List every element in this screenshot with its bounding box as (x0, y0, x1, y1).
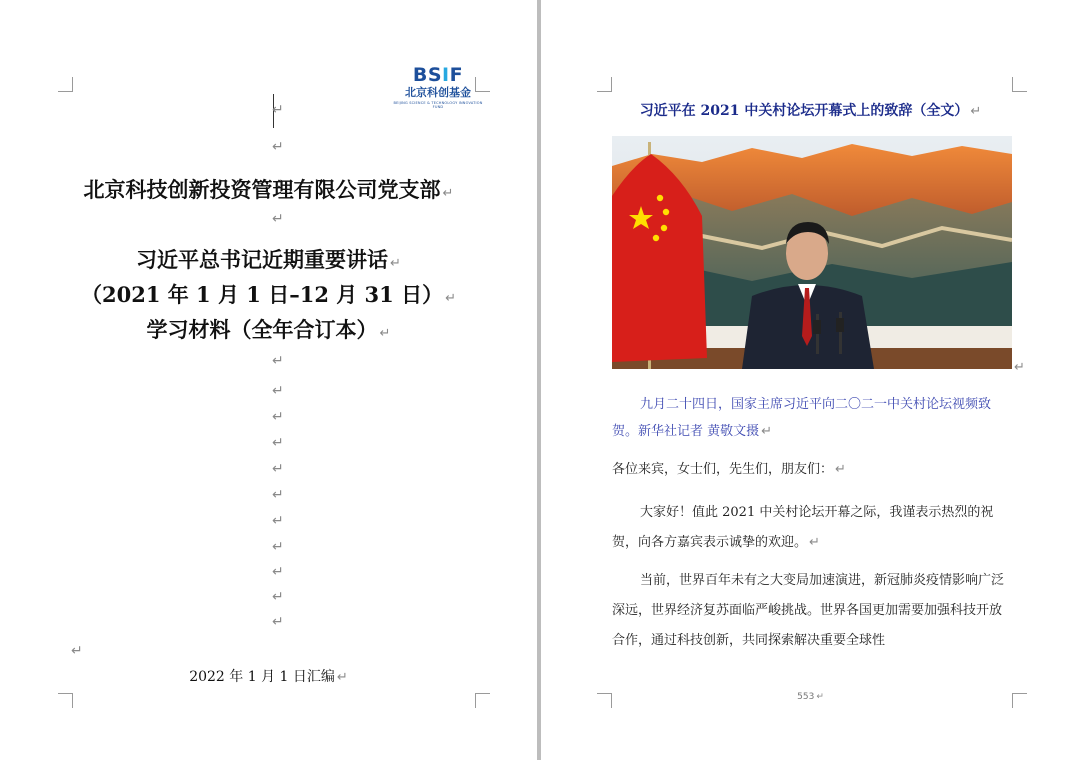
document-page-right (541, 0, 1080, 760)
paragraph-mark: ↵ (272, 211, 284, 227)
paragraph-mark: ↵ (272, 513, 284, 529)
paragraph-mark: ↵ (272, 614, 284, 630)
margin-corner-bottom-right (475, 693, 490, 708)
document-page-left (0, 0, 537, 760)
photo-caption: 九月二十四日，国家主席习近平向二〇二一中关村论坛视频致贺。新华社记者 黄敬文摄 ↵ (612, 397, 992, 439)
paragraph-mark: ↵ (272, 487, 284, 503)
paragraph-mark: ↵ (272, 409, 284, 425)
news-photo (612, 136, 1012, 369)
bsif-logo (393, 64, 483, 109)
cover-title-line: （2021 年 1 月 1 日–12 月 31 日） ↵ (80, 282, 456, 307)
margin-corner-top-right (1012, 77, 1027, 92)
paragraph-mark: ↵ (272, 139, 284, 155)
logo-name: 北京科创基金 (405, 86, 471, 99)
paragraph-mark: ↵ (1014, 360, 1025, 375)
margin-corner-bottom-left (58, 693, 73, 708)
margin-corner-top-left (58, 77, 73, 92)
cover-title-line: 学习材料（全年合订本） ↵ (146, 317, 391, 342)
logo-mark: BSIF (412, 64, 464, 86)
paragraph-mark: ↵ (272, 102, 284, 118)
logo-subtitle: BEIJING SCIENCE & TECHNOLOGY INNOVATION FUND (393, 101, 483, 109)
body-paragraph: 大家好！值此 2021 中关村论坛开幕之际，我谨表示热烈的祝贺，向各方嘉宾表示诚挚的欢迎。 ↵ (612, 505, 994, 550)
body-paragraph: 各位来宾，女士们，先生们，朋友们： ↵ (612, 462, 846, 477)
paragraph-mark: ↵ (272, 353, 284, 369)
body-paragraph: 当前，世界百年未有之大变局加速演进，新冠肺炎疫情影响广泛深远，世界经济复苏面临严峻挑战。世界各国更加需要加强科技开放合作，通过科技创新，共同探索解决重要全球性 (612, 573, 1005, 648)
cover-title-line: 习近平总书记近期重要讲话 ↵ (136, 247, 401, 272)
paragraph-mark: ↵ (272, 539, 284, 555)
paragraph-mark: ↵ (272, 589, 284, 605)
paragraph-mark: ↵ (272, 435, 284, 451)
paragraph-mark: ↵ (272, 383, 284, 399)
article-title: 习近平在 2021 中关村论坛开幕式上的致辞（全文） ↵ (639, 103, 982, 119)
paragraph-mark: ↵ (272, 461, 284, 477)
compiled-date: 2022 年 1 月 1 日汇编 ↵ (189, 669, 348, 685)
page-number: 553 ↵ (797, 692, 824, 702)
paragraph-mark: ↵ (272, 564, 284, 580)
paragraph-mark: ↵ (71, 643, 83, 659)
cover-title-line: 北京科技创新投资管理有限公司党支部 ↵ (83, 177, 454, 202)
margin-corner-top-left (597, 77, 612, 92)
